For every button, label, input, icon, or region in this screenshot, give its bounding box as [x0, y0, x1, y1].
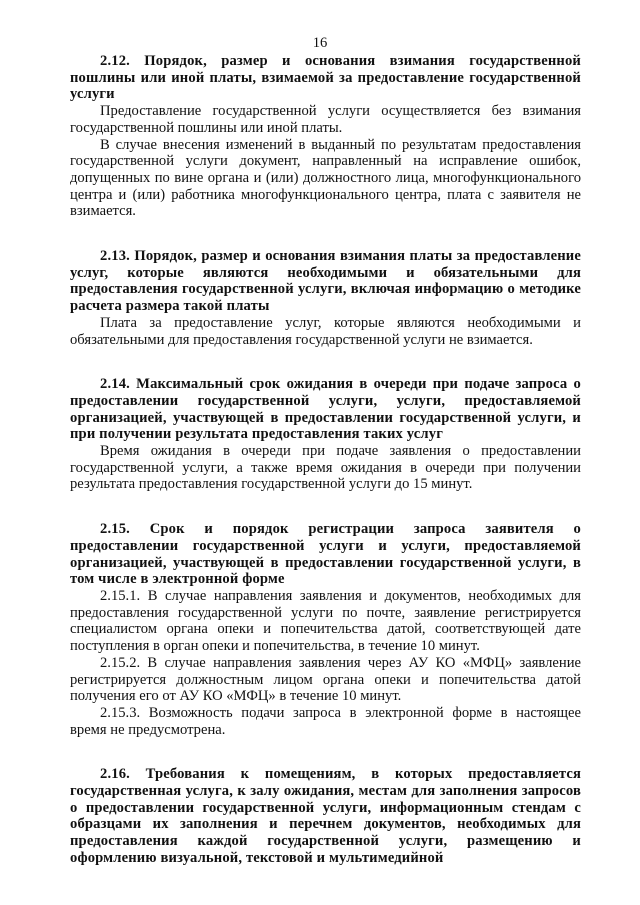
section-2-16 [70, 766, 581, 866]
section-heading: 2.14. Максимальный срок ожидания в очереди при подаче запроса о предоставлении государственной услуги, услуги, предоставляемой организацией, участвующей в предоставлении государственной услуги, и при получении результата предоставления таких услуг [70, 376, 581, 443]
document-body [70, 53, 581, 867]
section-paragraph: В случае внесения изменений в выданный по результатам предоставления государственной услуги документ, направленный на исправление ошибок, допущенных по вине органа и (или) должностного лица, многофункционального центра и (или) работника многофункционального центра, плата с заявителя не взимается. [70, 136, 581, 220]
section-paragraph: 2.15.1. В случае направления заявления и документов, необходимых для предоставления государственной услуги по почте, заявление регистрируется специалистом органа опеки и попечительства датой, соответствующей дате поступления в орган опеки и попечительства, в течение 10 минут. [70, 587, 581, 655]
section-2-12 [70, 53, 581, 220]
section-heading: 2.13. Порядок, размер и основания взимания платы за предоставление услуг, которые являются необходимыми и обязательными для предоставления государственной услуги, включая информацию о методике расчета размера такой платы [70, 248, 581, 315]
section-2-14 [70, 376, 581, 493]
section-paragraph: 2.15.2. В случае направления заявления через АУ КО «МФЦ» заявление регистрируется должностным лицом органа опеки и попечительства датой получения его от АУ КО «МФЦ» в течение 10 минут. [70, 654, 581, 705]
section-2-15 [70, 521, 581, 738]
page-number: 16 [312, 35, 328, 51]
section-2-13 [70, 248, 581, 348]
section-heading: 2.16. Требования к помещениям, в которых предоставляется государственная услуга, к залу ожидания, местам для заполнения запросов о предоставлении государственной услуги, информационным стендам с образцами их заполнения и перечнем документов, необходимых для предоставления каждой государственной услуги, размещению и оформлению визуальной, текстовой и мультимедийной [70, 766, 581, 866]
section-paragraph: Предоставление государственной услуги осуществляется без взимания государственной пошлины или иной платы. [70, 103, 581, 136]
section-heading: 2.12. Порядок, размер и основания взимания государственной пошлины или иной платы, взимаемой за предоставление государственной услуги [70, 53, 581, 103]
section-paragraph: Плата за предоставление услуг, которые являются необходимыми и обязательными для предоставления государственной услуги не взимается. [70, 314, 581, 348]
section-heading: 2.15. Срок и порядок регистрации запроса заявителя о предоставлении государственной услуги и услуги, предоставляемой организацией, участвующей в предоставлении государственной услуги, в том числе в электронной форме [70, 521, 581, 588]
section-paragraph: Время ожидания в очереди при подаче заявления о предоставлении государственной услуги, а также время ожидания в очереди при получении результата предоставления государственной услуги до 15 минут. [70, 443, 581, 493]
section-paragraph: 2.15.3. Возможность подачи запроса в электронной форме в настоящее время не предусмотрена. [70, 704, 581, 738]
